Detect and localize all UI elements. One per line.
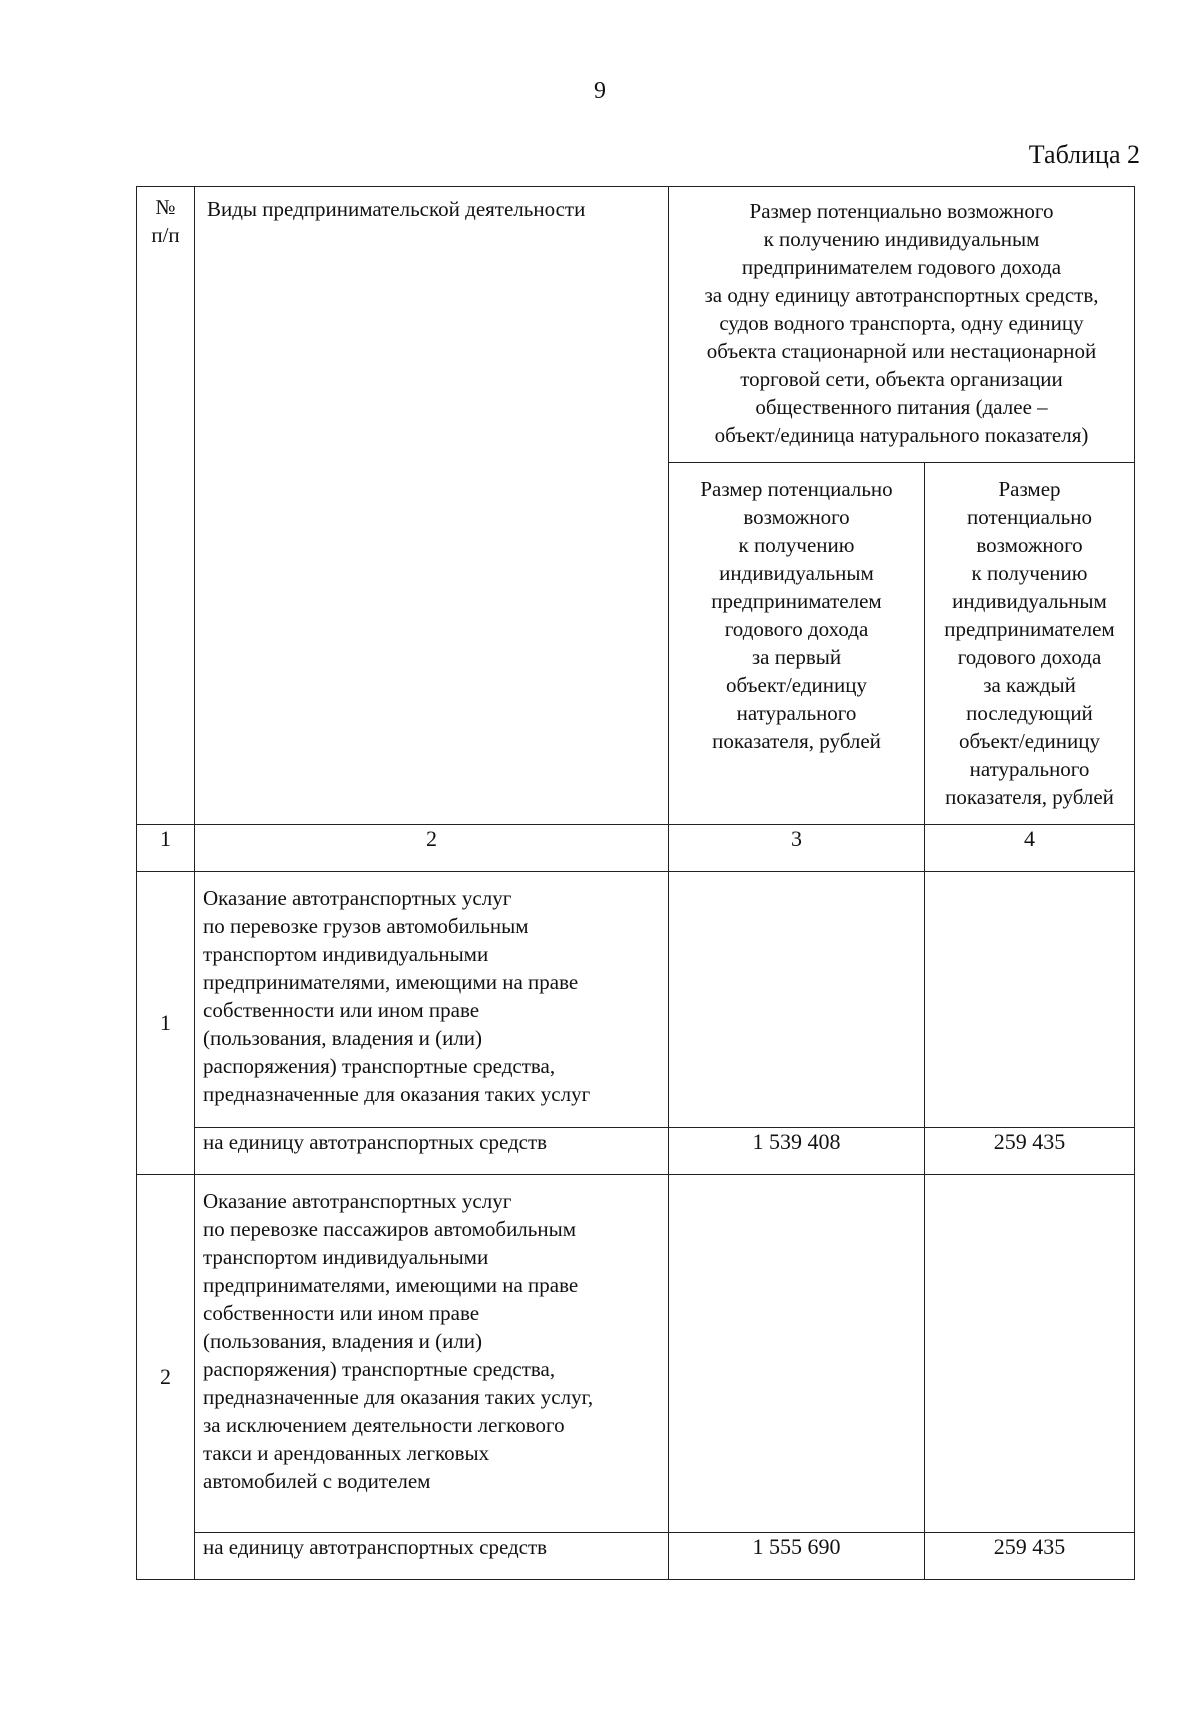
column-number-1: 1 — [137, 825, 195, 872]
header-size-text: Размер потенциально возможного к получению индивидуальным предпринимателем годового дохода за одну единицу автотранспортных средств, судов водного транспорта, одну единицу объекта стационарной или нестационарной торговой сети, объекта организации общественного питания (далее – объект/единица натурального показателя) — [704, 199, 1099, 447]
row-2-unit-label: на единицу автотранспортных средств — [195, 1533, 669, 1580]
header-kind-text: Виды предпринимательской деятельности — [207, 197, 586, 221]
row-1-empty-first — [669, 872, 925, 1128]
row-2-description-text: Оказание автотранспортных услуг по перевозке пассажиров автомобильным транспортом индивидуальными предпринимателями, имеющими на праве собственности или ином праве (пользования, владения и (или) распоряжения) транспортные средства, предназначенные для оказания таких услуг, за исключением деятельности легкового такси и арендованных легковых автомобилей с водителем — [203, 1189, 594, 1493]
page-number: 9 — [594, 78, 606, 104]
row-1-next-value: 259 435 — [925, 1128, 1135, 1175]
header-size-next — [925, 463, 1135, 825]
income-table — [136, 186, 1135, 1580]
column-number-3: 3 — [669, 825, 925, 872]
row-2-empty-next — [925, 1175, 1135, 1533]
column-number-4: 4 — [925, 825, 1135, 872]
row-1-number: 1 — [137, 872, 195, 1175]
header-size — [669, 187, 1135, 463]
row-2-number: 2 — [137, 1175, 195, 1580]
header-kind — [195, 187, 669, 825]
header-row-top — [137, 187, 1135, 463]
row-2-empty-first — [669, 1175, 925, 1533]
row-1-description — [195, 872, 669, 1128]
row-2-description — [195, 1175, 669, 1533]
row-1-empty-next — [925, 872, 1135, 1128]
row-2-next-value: 259 435 — [925, 1533, 1135, 1580]
column-numbers-row — [137, 825, 1135, 872]
header-no-text: № п/п — [151, 195, 180, 247]
table-row-2-description — [137, 1175, 1135, 1533]
header-size-first-text: Размер потенциально возможного к получению индивидуальным предпринимателем годового дохода за первый объект/единицу натурального показателя, рублей — [700, 477, 893, 753]
row-2-first-value: 1 555 690 — [669, 1533, 925, 1580]
column-number-2: 2 — [195, 825, 669, 872]
row-1-unit-label: на единицу автотранспортных средств — [195, 1128, 669, 1175]
table-caption: Таблица 2 — [1028, 140, 1140, 169]
header-no — [137, 187, 195, 825]
table-row-2-unit — [137, 1533, 1135, 1580]
table-row-1-unit — [137, 1128, 1135, 1175]
table-row-1-description — [137, 872, 1135, 1128]
header-size-first — [669, 463, 925, 825]
header-size-next-text: Размер потенциально возможного к получению индивидуальным предпринимателем годового дохода за каждый последующий объект/единицу натурального показателя, рублей — [944, 477, 1115, 809]
row-1-first-value: 1 539 408 — [669, 1128, 925, 1175]
row-1-description-text: Оказание автотранспортных услуг по перевозке грузов автомобильным транспортом индивидуальными предпринимателями, имеющими на праве собственности или ином праве (пользования, владения и (или) распоряжения) транспортные средства, предназначенные для оказания таких услуг — [203, 886, 591, 1106]
